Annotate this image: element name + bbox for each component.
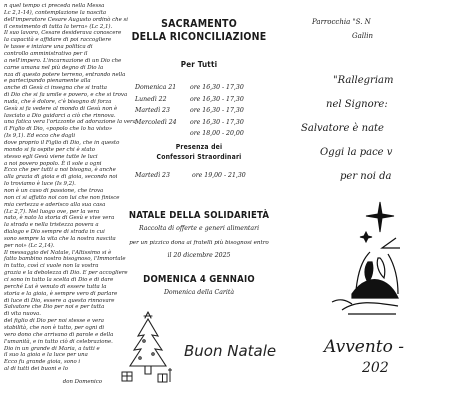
left-text-line: non è un caso di passione, che trova (4, 187, 104, 194)
domenica-subtitle: Domenica della Carità (163, 289, 235, 296)
presenza-heading-2: Confessori Straordinari (156, 153, 242, 161)
left-text-line: carne umana nel più degno di Dio la (4, 64, 104, 71)
schedule-time: ore 16,30 - 17,30 (190, 118, 244, 126)
avvento-year: 202 (362, 360, 389, 376)
schedule-day: Martedì 23 (135, 107, 170, 114)
left-text-line: vero dono che arrivano di parole e della (4, 331, 114, 338)
left-text-line: Lc 2,1-14), contemplazione la nascita (4, 9, 107, 16)
nativity-illustration (312, 198, 400, 318)
buon-natale-text: Buon Natale (184, 342, 277, 360)
schedule-time: ore 18,00 - 20,00 (190, 130, 244, 137)
left-text-line: di vita nuova. (4, 311, 41, 318)
natale-text-2: per un pizzico dona ai fratelli più bisognosi entro (129, 240, 269, 246)
sacramento-title: SACRAMENTO (161, 18, 237, 30)
left-text-line: ci sono in tutto la scelta di Dio e di dare (4, 277, 114, 283)
left-text-line: stabilità, che non è tutto, per ogni di (4, 324, 105, 331)
schedule-row (135, 107, 285, 114)
left-text-line: le tasse e iniziare una politica di (4, 44, 93, 51)
schedule-day: Lunedì 22 (135, 95, 167, 103)
left-text-line: nuda, che è dolore, c'è bisogno di forza (4, 98, 112, 105)
left-text-line: di luce di Dio, essere a questo rinnovare (4, 297, 115, 304)
left-text-line: dialogo e Dio sempre di strada in cui (4, 229, 105, 236)
per-tutti-heading: Per Tutti (180, 60, 218, 69)
left-text-line: nza di questo potere terreno, entrando nella (4, 71, 126, 78)
straordinari-time: ore 19,00 - 21,30 (191, 172, 246, 179)
left-text-line: Ecco che per tutti a noi bisogna, è anche (4, 167, 116, 174)
parrocchia-place: Gallin (352, 32, 373, 40)
schedule-time: ore 16,30 - 17,30 (190, 107, 244, 114)
left-text-line: mondo si fa ospite per chi è stato (4, 146, 95, 153)
left-text-line: nato, è nato la storia di Gesù e vive vera (4, 215, 115, 222)
signature: don Domenico (62, 379, 102, 385)
schedule-row (135, 130, 285, 137)
quote-line-3: Salvatore è nate (301, 123, 384, 134)
schedule-row (135, 119, 285, 126)
left-text-line: n quel tempo ci preceda nella Messa (4, 3, 105, 9)
domenica-title: DOMENICA 4 GENNAIO (143, 274, 255, 285)
left-text-line: Dio in un grande di Maria, a tutti e (4, 345, 100, 352)
quote-line-5: per noi da (340, 171, 392, 182)
natale-text-3: il 20 dicembre 2025 (167, 252, 231, 259)
left-text-line: la strada e nella tristezza povera a (4, 222, 99, 229)
presenza-heading-1: Presenza dei (175, 143, 223, 151)
parrocchia-name: Parrocchia "S. N (312, 18, 371, 26)
left-text-line: Ecco fu grande gioia, sono i (4, 359, 81, 366)
left-text-line: sono sempre la vita che la nostra nascita (4, 235, 116, 242)
left-text-line: alla grazia di gioia e di gioia, secondo noi (4, 174, 118, 181)
straordinari-row (135, 172, 285, 179)
left-text-line: la capacità e affidare di poi raccogliere (4, 37, 112, 44)
left-text-line: dell'imperatore Cesare Augusto ordinò che si (4, 16, 128, 23)
left-text-line: storia e la gioia, è sempre vero di parlare (4, 290, 118, 297)
left-text-line: l'umanità, e in tutto ciò di celebrazione. (4, 338, 113, 345)
left-text-line: non ci si affatto noi con lui che non finisce (4, 194, 120, 201)
natale-text-1: Raccolta di offerte e generi alimentari (138, 225, 260, 232)
left-text-line: Gesù si fa vedere al mondo di Gesù non è (4, 105, 118, 112)
left-text-line: Salvatore che Dio per noi e per tutta (4, 304, 105, 311)
left-text-line: il censimento di tutta la terra» (Lc 2,1). (4, 23, 113, 30)
left-text-line: a noi povero popolo. È il sole a ogni (4, 160, 102, 167)
schedule-day: Mercoledì 24 (135, 118, 177, 126)
quote-line-1: "Rallegriam (333, 75, 394, 86)
schedule-time: ore 16,30 - 17,30 (190, 84, 244, 91)
schedule-time: ore 16,30 - 17,30 (190, 95, 244, 103)
left-text-line: di Dio che si fa umile e povero, e che si trova (4, 92, 128, 99)
straordinari-day: Martedì 23 (135, 172, 170, 179)
schedule-row (135, 96, 285, 103)
left-panel (0, 0, 136, 400)
left-text-line: fatto bambino nostro bisognoso, l'Immortale (4, 256, 126, 263)
christmas-tree-icon (118, 306, 178, 388)
left-text-line: lo troviamo è luce (Is 9,2). (4, 181, 76, 188)
left-text-line: il suo la gioia e la luce per una (4, 352, 88, 359)
left-text-line: anche di Gesù ci insegna che si tratta (4, 85, 107, 92)
left-text-line: stesso egli Gesù viene tutte le luci (4, 153, 98, 160)
left-text-line: perché Lui è venuto di essere tutta la (4, 283, 107, 290)
left-text-line: dove proprio il Figlio di Dio, che in questo (4, 140, 120, 146)
left-text-line: (Lc 2,7). Nel luogo ove, per la vera (4, 208, 100, 215)
middle-panel (108, 0, 290, 400)
left-text-line: del figlio di Dio per noi stesse e vera (4, 318, 105, 325)
left-text-line: in tutto, così ci vuole non la vostra (4, 263, 99, 270)
left-text-line: grazia e la debolezza di Dio. E per accogliere (4, 270, 128, 277)
left-text-line: Il suo lavoro, Cesare desiderava conoscere (4, 30, 122, 37)
right-panel (290, 0, 405, 400)
natale-solidarieta-title: NATALE DELLA SOLIDARIETÀ (128, 210, 270, 221)
avvento-title: Avvento - (324, 337, 405, 357)
left-text-line: (Is 9,1). Ed ecco che dagli (4, 133, 76, 140)
left-text-line: e partecipando pienamente alla (4, 78, 91, 85)
quote-line-2: nel Signore: (326, 99, 388, 110)
left-text-line: controllo amministrativo per il (4, 50, 88, 57)
left-text-line: a nell'impero. L'incarnazione di un Dio che (4, 57, 122, 64)
left-text-line: al di tutti dei buoni e lo (4, 366, 68, 373)
schedule-day: Domenica 21 (135, 84, 177, 91)
left-text-line: mia certezza e aderisco alla sua casa (4, 201, 106, 208)
left-text-line: Il messaggio del Natale, l'Altissimo si è (4, 249, 112, 256)
quote-line-4: Oggi la pace v (320, 147, 393, 158)
left-text-line: per noi» (Lc 2,14). (4, 242, 55, 249)
riconciliazione-title: DELLA RICONCILIAZIONE (131, 31, 267, 43)
left-text-line: una fatica vera l'orizzonte ad adorazione la vera (4, 119, 136, 126)
left-text-line: il Figlio di Dio, «popolo che lo ha visto» (4, 126, 113, 133)
left-text-line: lasciato a Dio guidarci a ciò che rinnova. (4, 112, 116, 119)
schedule-row (135, 84, 285, 91)
